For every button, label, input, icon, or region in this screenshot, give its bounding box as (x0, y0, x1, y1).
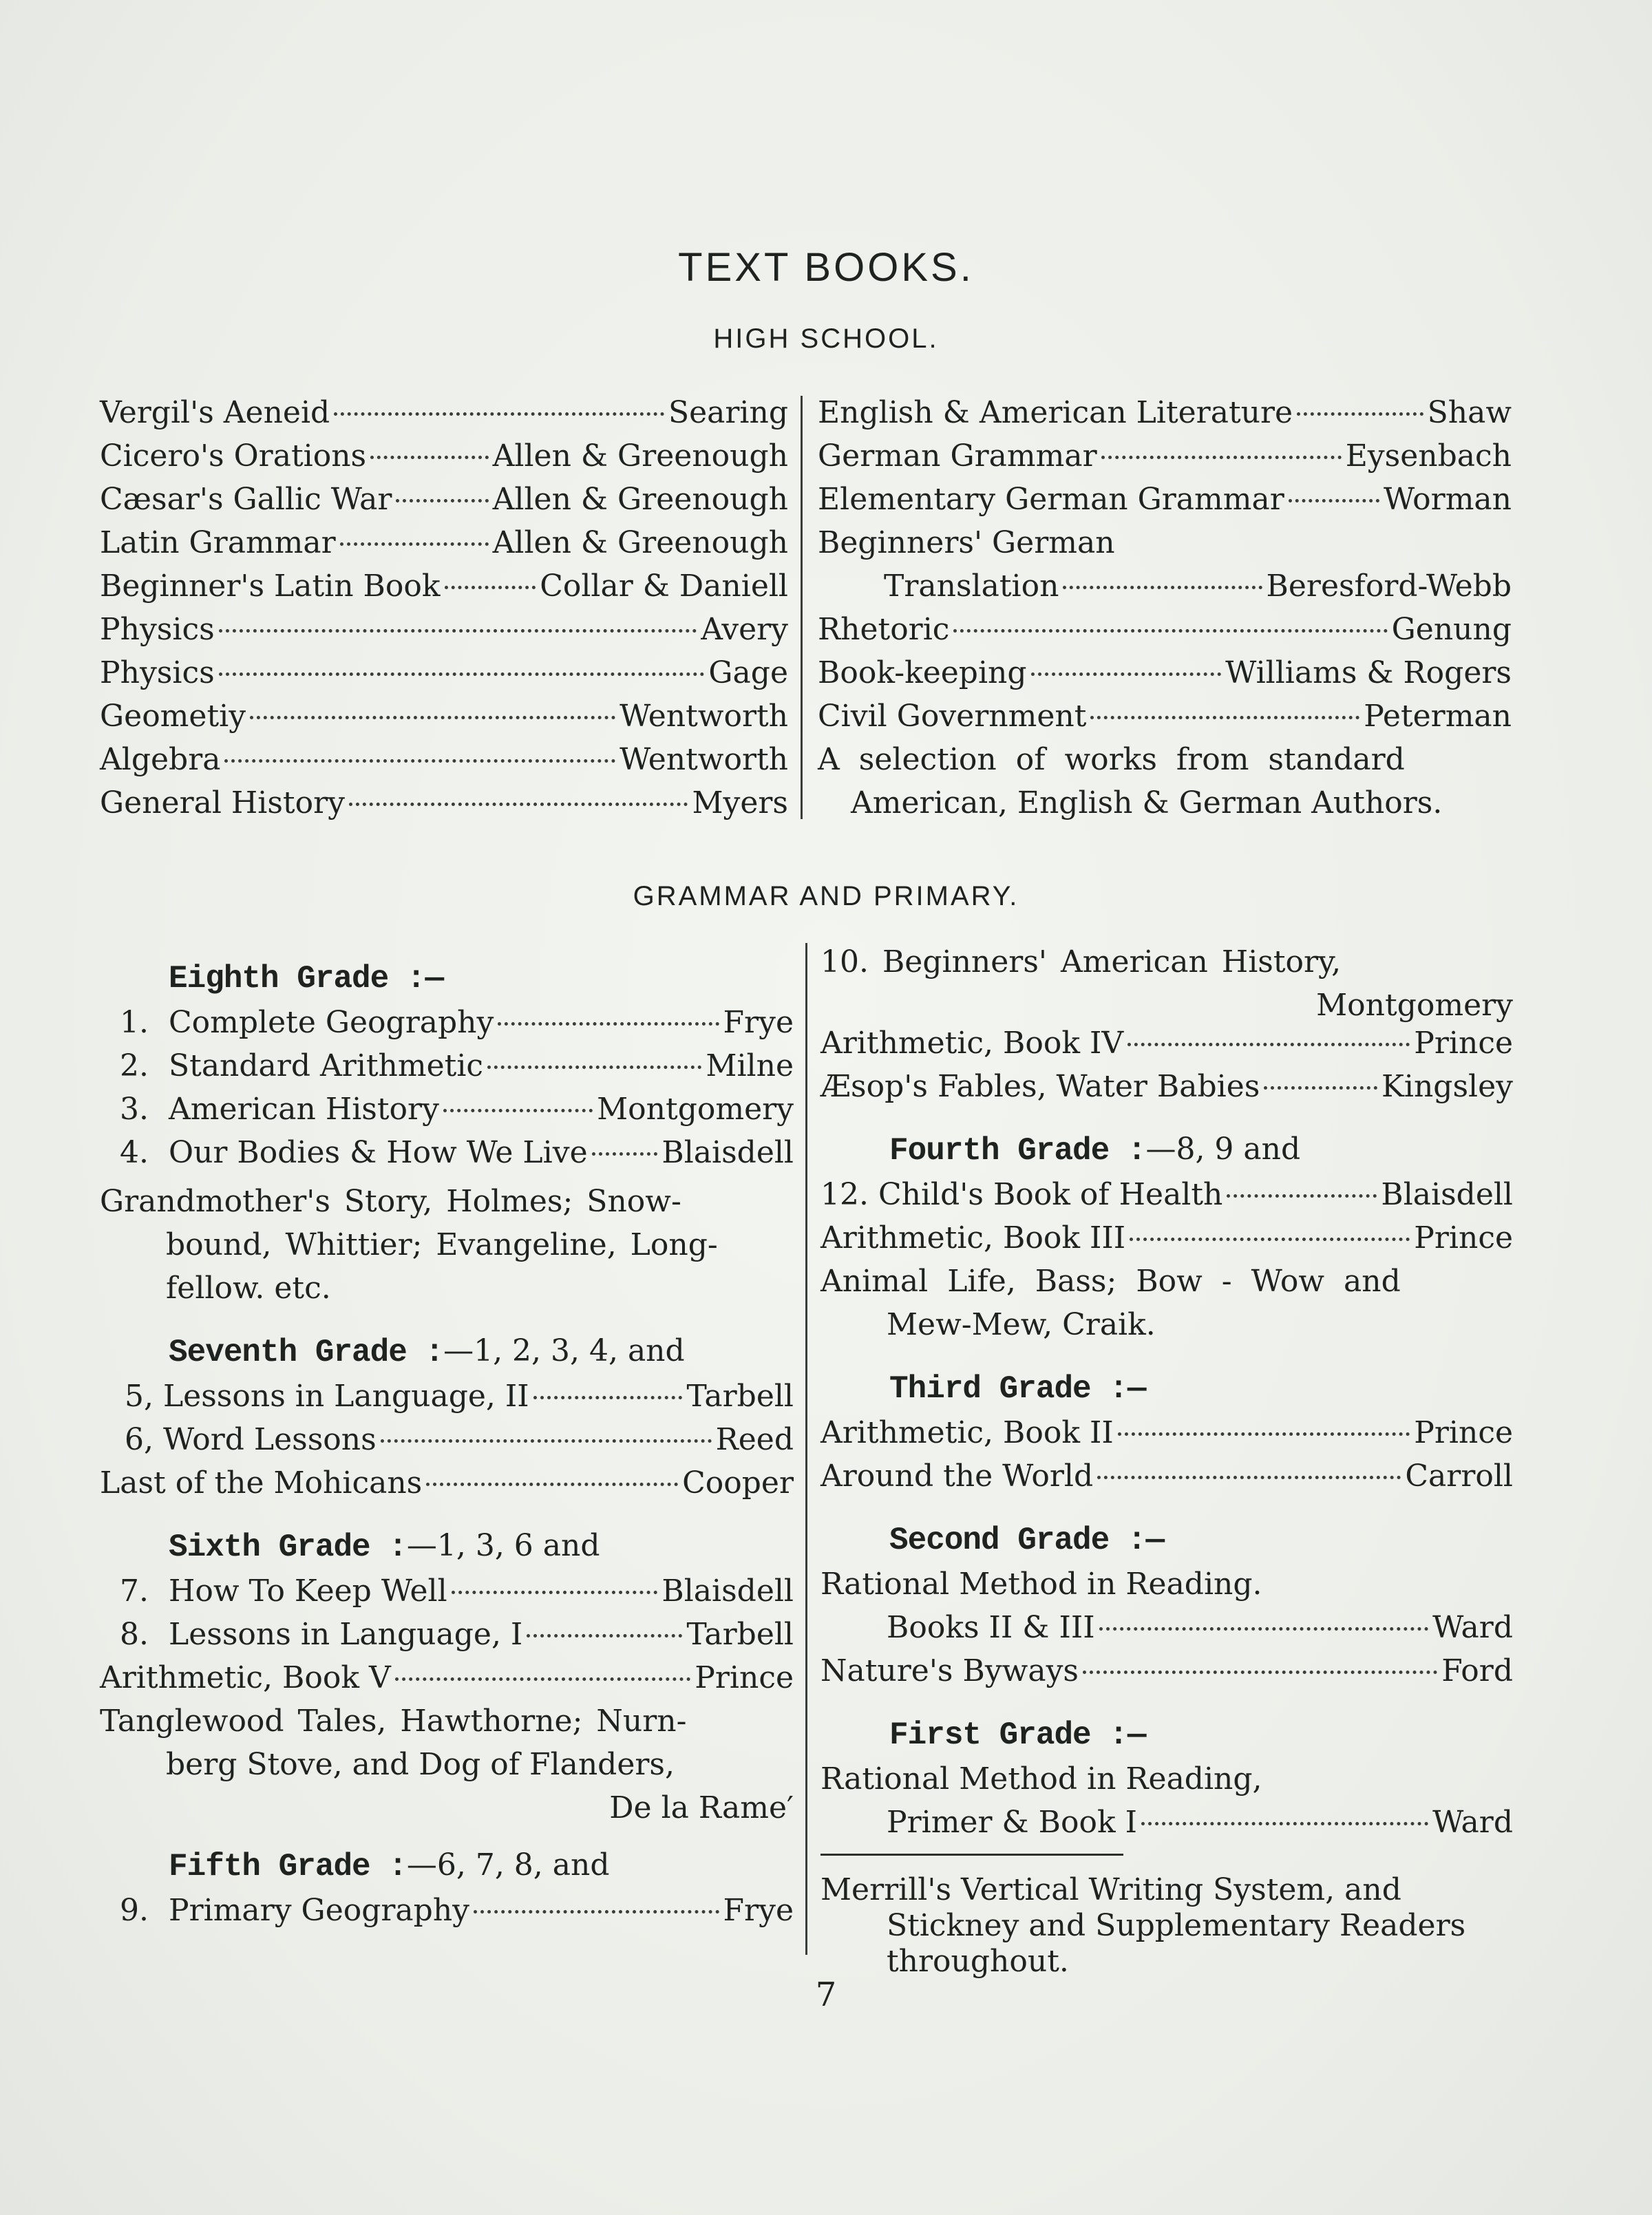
grammar-right-column (820, 940, 1513, 1979)
reader-list: Grandmother's Story, Holmes; Snow- (100, 1184, 681, 1219)
book-entry-line: Rational Method in Reading, (820, 1761, 1262, 1797)
column-divider (801, 396, 803, 819)
book-entry: General History Myers (100, 785, 788, 820)
reader-list: De la Rame′ (609, 1790, 794, 1825)
book-entry: 7. How To Keep Well Blaisdell (120, 1573, 794, 1609)
book-entry: 2. Standard Arithmetic Milne (120, 1048, 794, 1083)
grade-heading: Fifth Grade :—6, 7, 8, and (169, 1847, 610, 1885)
book-entry: English & American Literature Shaw (818, 395, 1512, 430)
column-divider (805, 943, 807, 1955)
reader-list: Tanglewood Tales, Hawthorne; Nurn- (100, 1704, 687, 1739)
page-number: 7 (815, 1975, 837, 2014)
book-entry: Primer & Book I Ward (887, 1805, 1513, 1840)
high-school-left-column (100, 391, 788, 825)
book-author: Montgomery (1316, 988, 1513, 1023)
footnote: Stickney and Supplementary Readers (887, 1908, 1466, 1943)
footnote: throughout. (887, 1944, 1069, 1979)
book-entry: Æsop's Fables, Water Babies Kingsley (820, 1069, 1513, 1104)
grade-heading: Sixth Grade :—1, 3, 6 and (169, 1528, 600, 1565)
book-entry: Last of the Mohicans Cooper (100, 1465, 794, 1501)
footnote: Merrill's Vertical Writing System, and (820, 1872, 1401, 1907)
high-school-heading: HIGH SCHOOL. (713, 324, 939, 354)
book-entry: 6, Word Lessons Reed (125, 1422, 794, 1457)
short-divider (820, 1854, 1123, 1856)
page-title: TEXT BOOKS. (678, 245, 974, 290)
book-entry: Arithmetic, Book V Prince (100, 1660, 794, 1695)
grammar-left-column (100, 955, 794, 1932)
book-entry: Books II & III Ward (887, 1610, 1513, 1645)
book-entry: Rhetoric Genung (818, 612, 1512, 647)
book-entry: Civil Government Peterman (818, 699, 1512, 734)
reader-list: Mew-Mew, Craik. (887, 1307, 1156, 1342)
grade-heading: Seventh Grade :—1, 2, 3, 4, and (169, 1333, 685, 1370)
book-entry: Arithmetic, Book II Prince (820, 1415, 1513, 1450)
book-entry: Physics Avery (100, 612, 788, 647)
book-entry: 1. Complete Geography Frye (120, 1005, 794, 1040)
book-entry: Latin Grammar Allen & Greenough (100, 525, 788, 560)
book-entry: Arithmetic, Book IV Prince (820, 1026, 1513, 1061)
book-entry: 9. Primary Geography Frye (120, 1893, 794, 1928)
grammar-primary-heading: GRAMMAR AND PRIMARY. (633, 881, 1019, 911)
book-entry: 4. Our Bodies & How We Live Blaisdell (120, 1135, 794, 1170)
book-entry: Geometiy Wentworth (100, 699, 788, 734)
high-school-right-column (818, 391, 1512, 825)
book-entry: 8. Lessons in Language, I Tarbell (120, 1617, 794, 1652)
reader-list: berg Stove, and Dog of Flanders, (166, 1747, 675, 1782)
grade-heading: First Grade :— (889, 1717, 1146, 1753)
book-entry: Elementary German Grammar Worman (818, 482, 1512, 517)
book-entry: Book-keeping Williams & Rogers (818, 655, 1512, 690)
book-entry-line: Rational Method in Reading. (820, 1567, 1262, 1602)
reader-list: Animal Life, Bass; Bow - Wow and (820, 1264, 1401, 1299)
book-entry: 3. American History Montgomery (120, 1092, 794, 1127)
book-entry: Beginner's Latin Book Collar & Daniell (100, 569, 788, 604)
selection-note: A selection of works from standard (818, 742, 1405, 777)
reader-list: fellow. etc. (166, 1271, 331, 1306)
grade-heading: Third Grade :— (889, 1371, 1146, 1407)
book-entry-line: Beginners' German (818, 525, 1115, 560)
book-entry: 5, Lessons in Language, II Tarbell (125, 1379, 794, 1414)
grade-heading: Fourth Grade :—8, 9 and (889, 1132, 1301, 1169)
book-entry-line: 10. Beginners' American History, (820, 944, 1342, 979)
book-entry: Arithmetic, Book III Prince (820, 1220, 1513, 1255)
reader-list: bound, Whittier; Evangeline, Long- (166, 1227, 718, 1262)
book-entry: Translation Beresford-Webb (884, 569, 1512, 604)
book-entry: Cæsar's Gallic War Allen & Greenough (100, 482, 788, 517)
book-entry: Vergil's Aeneid Searing (100, 395, 788, 430)
selection-note: American, English & German Authors. (851, 785, 1443, 820)
book-entry: Around the World Carroll (820, 1459, 1513, 1494)
book-entry: Physics Gage (100, 655, 788, 690)
book-entry: 12. Child's Book of Health Blaisdell (820, 1177, 1513, 1212)
book-entry: Cicero's Orations Allen & Greenough (100, 438, 788, 474)
book-entry: Algebra Wentworth (100, 742, 788, 777)
grade-heading: Eighth Grade :— (169, 961, 444, 997)
book-entry: German Grammar Eysenbach (818, 438, 1512, 474)
grade-heading: Second Grade :— (889, 1523, 1165, 1558)
book-entry: Nature's Byways Ford (820, 1653, 1513, 1688)
